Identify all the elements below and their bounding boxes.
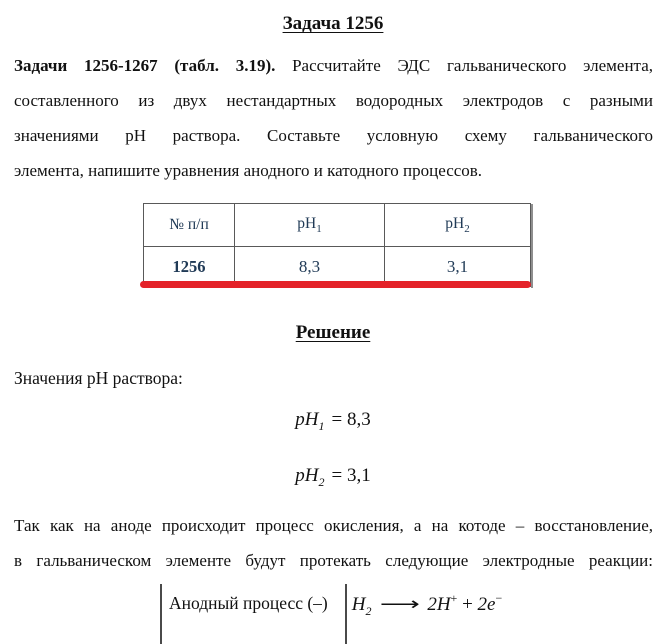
formula-ph1-value: = 8,3: [331, 409, 371, 430]
cell-ph2-value: 3,1: [385, 247, 531, 287]
discussion-line-1: Так как на аноде происходит процесс окисления, а на котоде – восстановление,: [14, 516, 653, 535]
values-intro: Значения pH раствора:: [14, 368, 183, 388]
ph-values-table: [143, 203, 531, 287]
problem-line-1-rest: Рассчитайте ЭДС гальванического элемента,: [275, 56, 653, 75]
problem-line-1: [14, 48, 653, 83]
product-2e: 2e: [477, 594, 496, 615]
cell-problem-number: 1256: [144, 247, 235, 287]
product-2e-sup: −: [495, 591, 503, 605]
product-2h-sup: +: [450, 591, 458, 605]
table-header-row: [144, 204, 531, 247]
formula-ph1-sub: 1: [318, 419, 325, 433]
discussion-line-2: в гальваническом элементе будут протекать следующие электродные реакции:: [14, 551, 653, 570]
ph2-header-base: pH: [445, 215, 465, 232]
ph-formulas: [0, 407, 666, 495]
anode-reaction-equation: [347, 584, 503, 619]
reactant-h2: H: [351, 594, 366, 615]
formula-ph2-sub: 2: [318, 475, 325, 489]
red-underline: [140, 281, 531, 288]
problem-line-4: элемента, напишите уравнения анодного и катодного процессов.: [14, 161, 483, 180]
anode-process-row: [160, 584, 666, 644]
anode-process-label: Анодный процесс (–): [169, 593, 328, 613]
solution-heading: Решение: [295, 322, 371, 343]
plus-sign: +: [457, 594, 478, 615]
data-table-zone: [143, 203, 539, 295]
cell-ph1-value: 8,3: [235, 247, 385, 287]
problem-statement: [14, 48, 653, 188]
col-header-ph1: [235, 204, 385, 247]
ph1-header-base: pH: [297, 215, 317, 232]
ph2-header-sub: 2: [464, 223, 470, 235]
col-header-number: № п/п: [144, 204, 235, 247]
problem-title: Задача 1256: [282, 13, 384, 34]
formula-ph2: [0, 463, 666, 495]
problem-ref-bold: Задачи 1256-1267 (табл. 3.19).: [14, 56, 276, 75]
col-header-ph2: [385, 204, 531, 247]
formula-ph2-var: pH: [295, 465, 319, 486]
reactant-h2-sub: 2: [365, 604, 372, 618]
ph1-header-sub: 1: [316, 223, 322, 235]
document-page: [0, 13, 666, 626]
discussion-paragraph: [14, 508, 653, 578]
formula-ph2-value: = 3,1: [331, 465, 371, 486]
table-outer-border-line: [531, 204, 533, 288]
formula-ph1: [0, 407, 666, 439]
problem-line-3: значениями pH раствора. Составьте условную схему гальванического: [14, 126, 653, 145]
long-right-arrow-icon: ⟶: [379, 594, 420, 615]
solution-document: [0, 13, 666, 626]
problem-line-2: составленного из двух нестандартных водородных электродов с разными: [14, 91, 653, 110]
product-2h: 2H: [427, 594, 451, 615]
formula-ph1-var: pH: [295, 409, 319, 430]
